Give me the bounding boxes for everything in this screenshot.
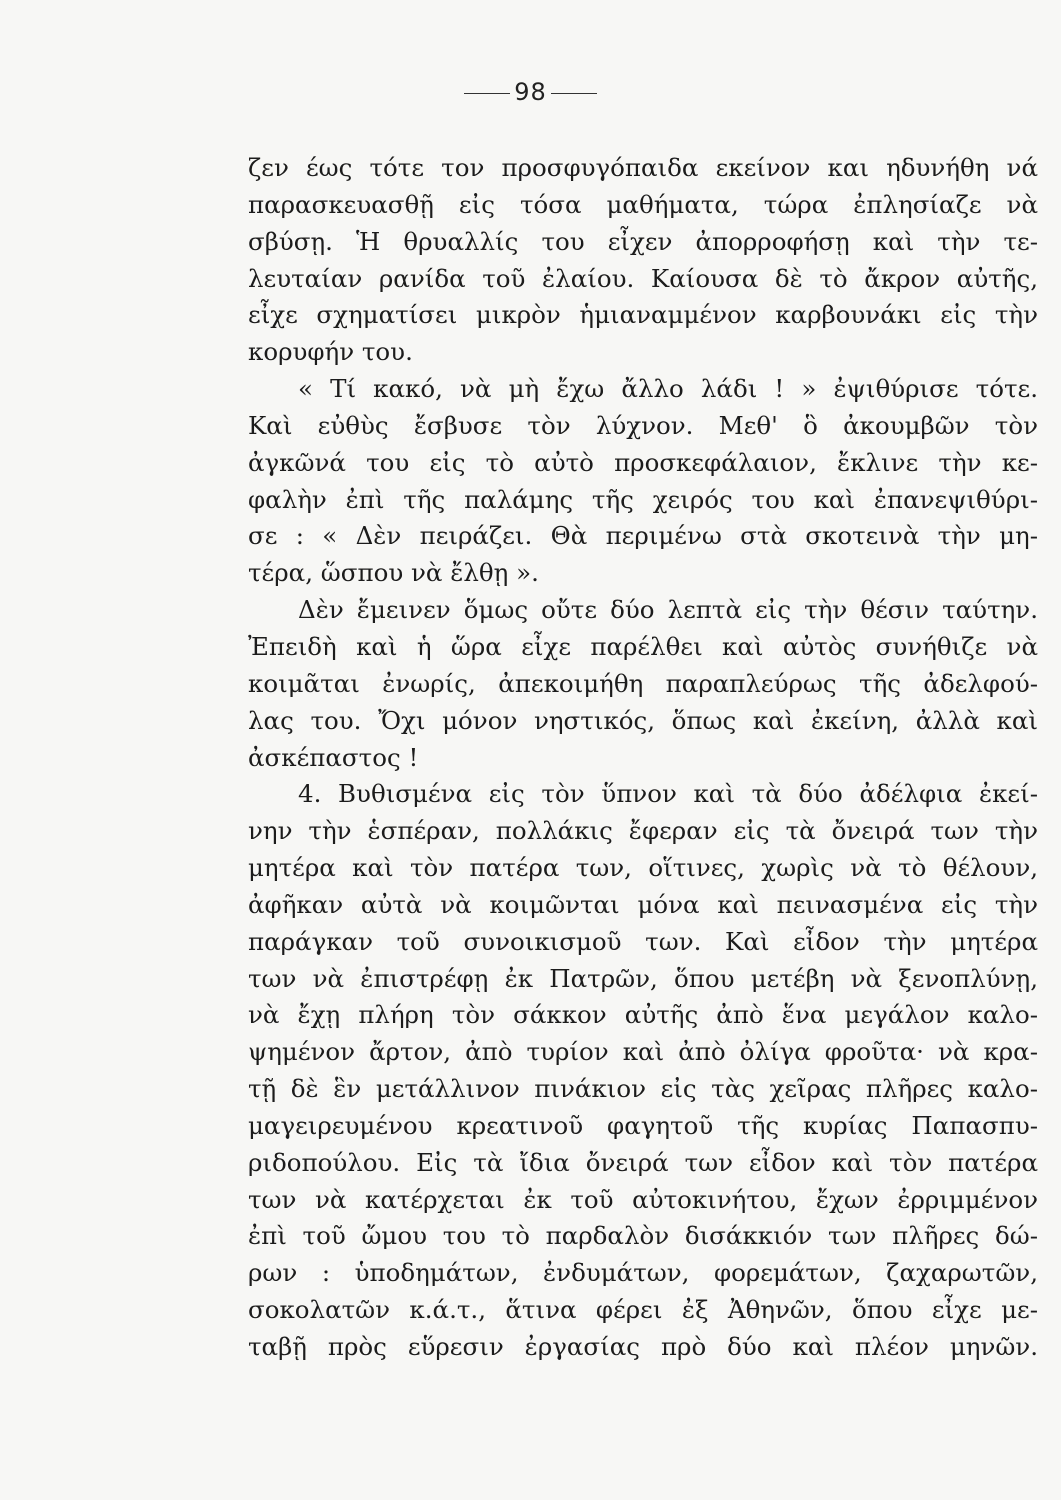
text-line: σε : « Δὲν πειράζει. Θὰ περιμένω στὰ σκοτεινὰ τὴν μη- <box>248 521 1038 551</box>
text-line: ἀσκέπαστος ! <box>248 742 419 772</box>
text-line: Δὲν ἔμεινεν ὅμως οὔτε δύο λεπτὰ εἰς τὴν θέσιν ταύτην. <box>298 595 1038 625</box>
header-dash-right <box>551 93 597 94</box>
text-line: μαγειρευμένου κρεατινοῦ φαγητοῦ τῆς κυρίας Παπασπυ- <box>248 1110 1038 1140</box>
text-line: Ἐπειδὴ καὶ ἡ ὥρα εἶχε παρέλθει καὶ αὐτὸς συνήθιζε νὰ <box>248 631 1038 661</box>
text-line: Καὶ εὐθὺς ἔσβυσε τὸν λύχνον. Μεθ' ὃ ἀκουμβῶν τὸν <box>248 410 1038 440</box>
text-line: ἀγκῶνά του εἰς τὸ αὐτὸ προσκεφάλαιον, ἔκλινε τὴν κε- <box>248 447 1038 477</box>
page-number: 98 <box>514 78 547 106</box>
text-line: ταβῇ πρὸς εὕρεσιν ἐργασίας πρὸ δύο καὶ πλέον μηνῶν. <box>248 1332 1038 1361</box>
text-line: των νὰ κατέρχεται ἐκ τοῦ αὐτοκινήτου, ἔχων ἐρριμμένον <box>248 1184 1038 1214</box>
text-line: μητέρα καὶ τὸν πατέρα των, οἵτινες, χωρὶς νὰ τὸ θέλουν, <box>248 853 1038 883</box>
text-line: εἶχε σχηματίσει μικρὸν ἡμιαναμμένον καρβουνάκι εἰς τὴν <box>248 300 1038 330</box>
text-line: ἀφῆκαν αὐτὰ νὰ κοιμῶνται μόνα καὶ πεινασμένα εἰς τὴν <box>248 889 1038 919</box>
text-line: λας του. Ὄχι μόνον νηστικός, ὅπως καὶ ἐκείνη, ἀλλὰ καὶ <box>248 705 1038 735</box>
text-line: ψημένον ἄρτον, ἀπὸ τυρίον καὶ ἀπὸ ὀλίγα φροῦτα· νὰ κρα- <box>248 1037 1038 1067</box>
text-line: ζεν έως τότε τον προσφυγόπαιδα εκείνον και ηδυνήθη νά <box>248 153 1038 182</box>
text-line: νην τὴν ἑσπέραν, πολλάκις ἔφεραν εἰς τὰ ὄνειρά των τὴν <box>248 816 1038 846</box>
text-line: ριδοπούλου. Εἰς τὰ ἴδια ὄνειρά των εἶδον καὶ τὸν πατέρα <box>248 1147 1038 1177</box>
text-line: παράγκαν τοῦ συνοικισμοῦ των. Καὶ εἶδον τὴν μητέρα <box>248 926 1038 956</box>
page-number-header <box>0 78 1061 106</box>
text-line: λευταίαν ρανίδα τοῦ ἐλαίου. Καίουσα δὲ τὸ ἄκρον αὐτῆς, <box>248 263 1038 293</box>
text-line: σοκολατῶν κ.ά.τ., ἅτινα φέρει ἐξ Ἀθηνῶν, ὅπου εἶχε με- <box>248 1295 1038 1325</box>
header-dash-left <box>464 93 510 94</box>
text-line: « Τί κακό, νὰ μὴ ἔχω ἄλλο λάδι ! » ἐψιθύρισε τότε. <box>298 374 1038 404</box>
text-line: φαλὴν ἐπὶ τῆς παλάμης τῆς χειρός του καὶ ἐπανεψιθύρι- <box>248 484 1038 514</box>
text-line: παρασκευασθῇ εἰς τόσα μαθήματα, τώρα ἐπλησίαζε νὰ <box>248 189 1038 219</box>
text-line: τέρα, ὥσπου νὰ ἔλθῃ ». <box>248 558 539 588</box>
text-line: κοιμᾶται ἐνωρίς, ἀπεκοιμήθη παραπλεύρως τῆς ἀδελφού- <box>248 668 1038 698</box>
text-line: νὰ ἔχῃ πλήρη τὸν σάκκον αὐτῆς ἀπὸ ἕνα μεγάλον καλο- <box>248 1000 1038 1030</box>
text-line: τῇ δὲ ἓν μετάλλινον πινάκιον εἰς τὰς χεῖρας πλῆρες καλο- <box>248 1074 1038 1104</box>
text-line: κορυφήν του. <box>248 337 413 367</box>
text-line: σβύσῃ. Ἡ θρυαλλίς του εἶχεν ἀπορροφήσῃ καὶ τὴν τε- <box>248 226 1038 256</box>
body-text <box>248 150 1038 1366</box>
text-line: ρων : ὑποδημάτων, ἐνδυμάτων, φορεμάτων, ζαχαρωτῶν, <box>248 1258 1038 1288</box>
text-line: ἐπὶ τοῦ ὤμου του τὸ παρδαλὸν δισάκκιόν των πλῆρες δώ- <box>248 1221 1038 1251</box>
text-line: των νὰ ἐπιστρέφῃ ἐκ Πατρῶν, ὅπου μετέβη νὰ ξενοπλύνῃ, <box>248 963 1038 993</box>
text-line: 4. Βυθισμένα εἰς τὸν ὕπνον καὶ τὰ δύο ἀδέλφια ἐκεί- <box>298 779 1038 809</box>
